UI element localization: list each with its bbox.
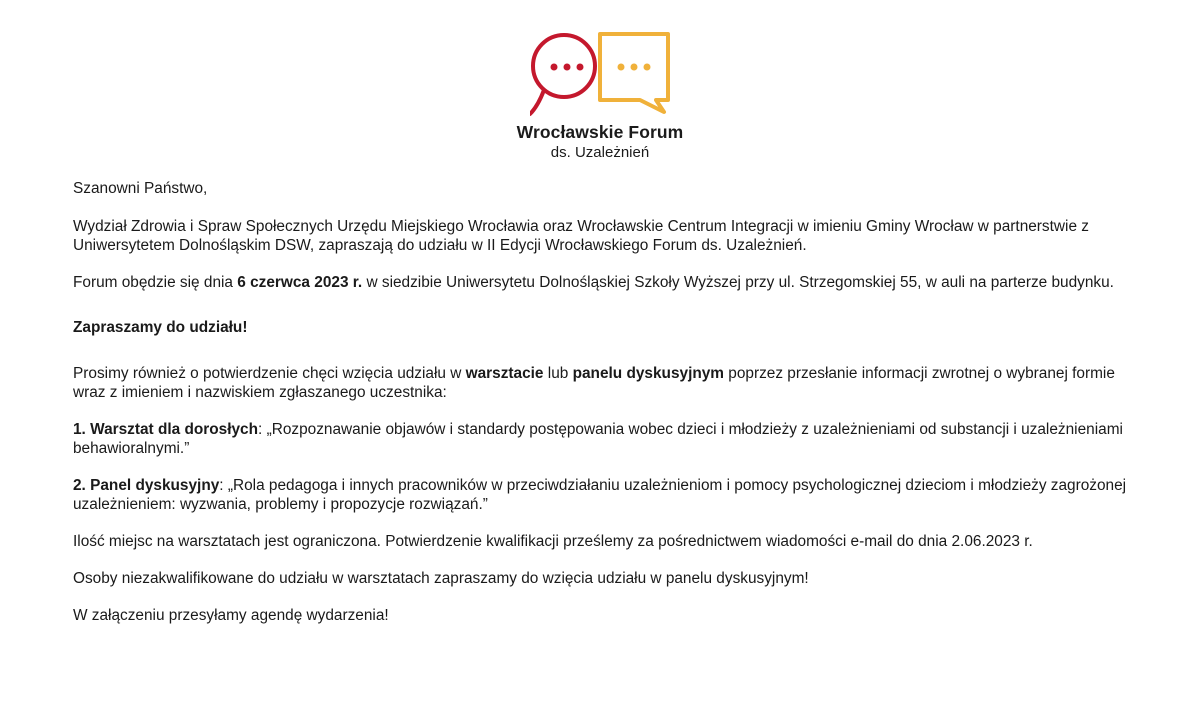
intro-paragraph: Wydział Zdrowia i Spraw Społecznych Urzędu Miejskiego Wrocławia oraz Wrocławskie Centrum Integracji w imieniu Gminy Wrocław w partnerstwie z Uniwersytetem Dolnośląskim DSW, zapraszają do udziału w II Edycji Wrocławskiego Forum ds. Uzależnień. — [73, 218, 1089, 254]
invite-text: Zapraszamy do udziału! — [73, 319, 248, 336]
forum-date-paragraph — [73, 273, 1139, 292]
invite-heading — [73, 318, 1139, 337]
greeting: Szanowni Państwo, — [73, 180, 208, 197]
workshop-item — [73, 420, 1139, 458]
unqualified-paragraph: Osoby niezakwalifikowane do udziału w warsztatach zapraszamy do wzięcia udziału w panelu dyskusyjnym! — [73, 570, 809, 587]
attachment-paragraph: W załączeniu przesyłamy agendę wydarzenia! — [73, 607, 389, 624]
two-speech-bubbles-icon — [530, 26, 670, 118]
confirm-text-3: poprzez przesłanie informacji zwrotnej o wybranej formie wraz z imieniem i nazwiskiem zgłaszanego uczestnika: — [73, 365, 1115, 401]
forum-text-before: Forum obędzie się dnia — [73, 274, 238, 291]
confirm-text-1: Prosimy również o potwierdzenie chęci wzięcia udziału w — [73, 365, 466, 382]
panel-item — [73, 476, 1139, 514]
logo-subtitle: ds. Uzależnień — [550, 144, 650, 161]
panel-description: : „Rola pedagoga i innych pracowników w przeciwdziałaniu uzależnieniom i pomocy psychologicznej dzieciom i młodzieży zagrożonej uzależnieniem: wyzwania, problemy i propozycje rozwiązań.” — [73, 477, 1127, 513]
confirm-workshop: warsztacie — [465, 365, 544, 382]
confirm-paragraph — [73, 364, 1139, 402]
forum-logo — [0, 26, 1200, 162]
panel-label: 2. Panel dyskusyjny — [73, 477, 220, 494]
logo-title: Wrocławskie Forum — [516, 122, 684, 142]
letter-body — [73, 179, 1139, 643]
forum-date: 6 czerwca 2023 r. — [237, 274, 363, 291]
confirm-text-2: lub — [543, 365, 573, 382]
confirm-panel: panelu dyskusyjnym — [572, 365, 724, 382]
forum-text-after: w siedzibie Uniwersytetu Dolnośląskiej Szkoły Wyższej przy ul. Strzegomskiej 55, w auli na parterze budynku. — [362, 274, 1114, 291]
workshop-label: 1. Warsztat dla dorosłych — [73, 421, 259, 438]
limited-places-paragraph: Ilość miejsc na warsztatach jest ograniczona. Potwierdzenie kwalifikacji prześlemy za pośrednictwem wiadomości e-mail do dnia 2.06.2023 r. — [73, 533, 1033, 550]
workshop-description: : „Rozpoznawanie objawów i standardy postępowania wobec dzieci i młodzieży z uzależnieniami od substancji i uzależnieniami behawioralnymi.” — [73, 421, 1123, 457]
